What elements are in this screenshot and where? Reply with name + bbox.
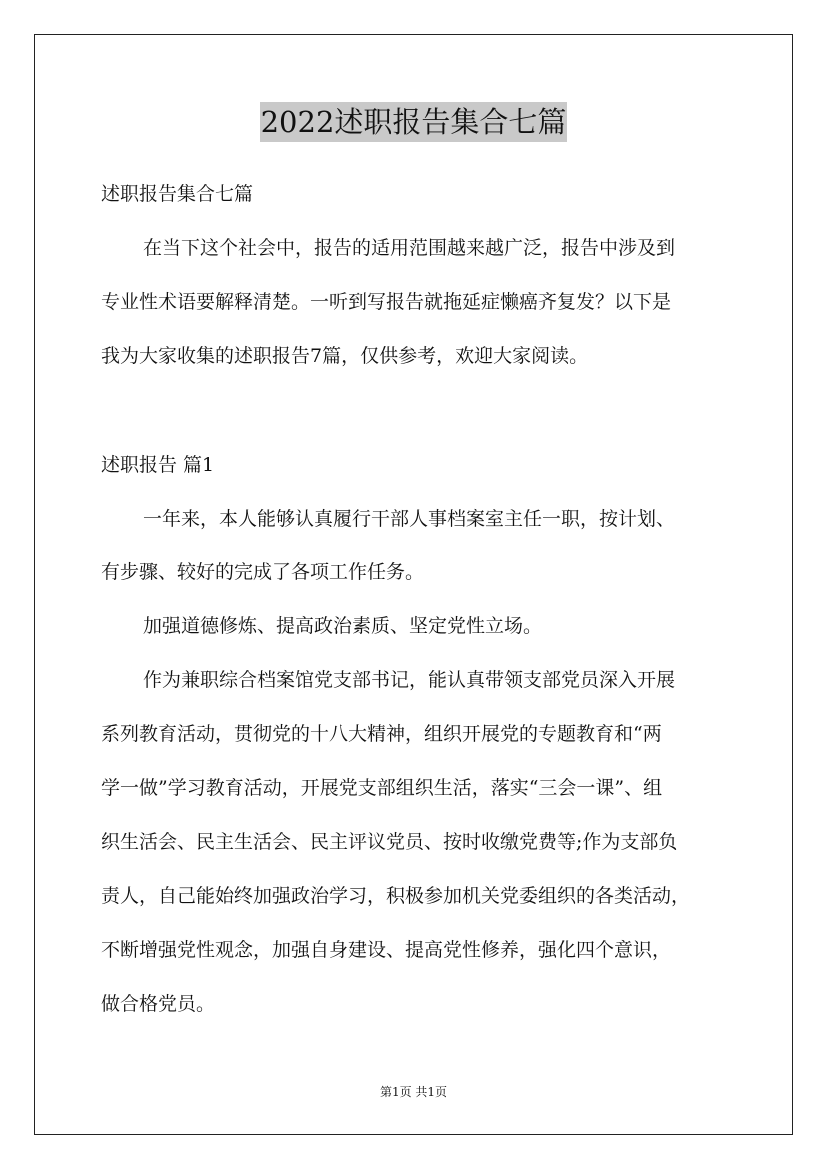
paragraph-line: 责人，自己能始终加强政治学习，积极参加机关党委组织的各类活动， [101, 885, 691, 907]
document-subtitle: 述职报告集合七篇 [101, 183, 254, 205]
paragraph-line: 做合格党员。 [101, 993, 216, 1015]
title-container [0, 102, 827, 142]
intro-line: 在当下这个社会中，报告的适用范围越来越广泛，报告中涉及到 [143, 237, 676, 259]
paragraph-line: 作为兼职综合档案馆党支部书记，能认真带领支部党员深入开展 [143, 669, 676, 691]
document-title: 2022述职报告集合七篇 [260, 102, 568, 142]
page-number: 第1页 共1页 [379, 1085, 448, 1099]
paragraph-line: 织生活会、民主生活会、民主评议党员、按时收缴党费等;作为支部负 [101, 831, 678, 853]
intro-line: 专业性术语要解释清楚。一听到写报告就拖延症懒癌齐复发？以下是 [101, 291, 672, 313]
paragraph-line: 有步骤、较好的完成了各项工作任务。 [101, 561, 425, 583]
paragraph-line: 一年来，本人能够认真履行干部人事档案室主任一职，按计划、 [143, 508, 676, 530]
section-heading: 述职报告 篇1 [101, 454, 215, 476]
paragraph-line: 学一做”学习教育活动，开展党支部组织生活，落实“三会一课”、组 [101, 777, 663, 799]
paragraph-line: 加强道德修炼、提高政治素质、坚定党性立场。 [143, 615, 543, 637]
paragraph-line: 不断增强党性观念，加强自身建设、提高党性修养，强化四个意识， [101, 939, 672, 961]
paragraph-line: 系列教育活动，贯彻党的十八大精神，组织开展党的专题教育和“两 [101, 723, 662, 745]
intro-line: 我为大家收集的述职报告7篇，仅供参考，欢迎大家阅读。 [101, 345, 589, 367]
